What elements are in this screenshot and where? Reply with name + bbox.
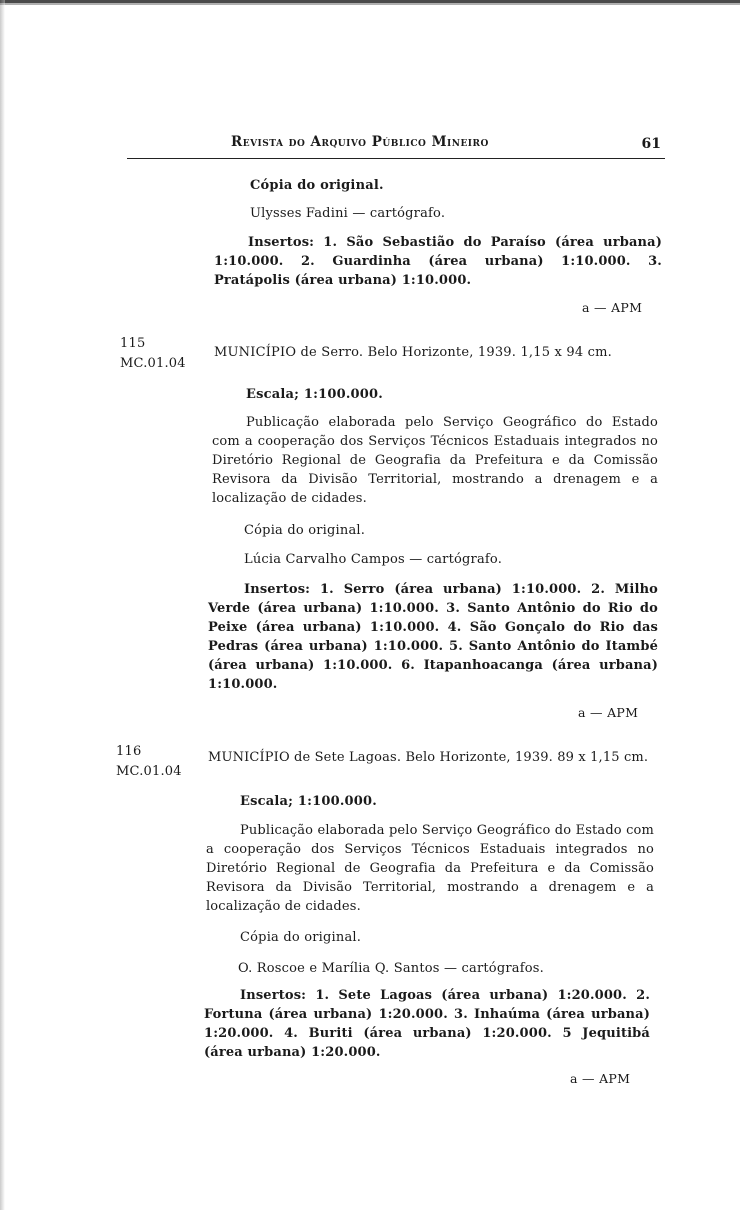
- page-left-edge: [0, 0, 5, 1210]
- entry-115-number: 115: [120, 336, 146, 351]
- entry-116-title: [208, 748, 654, 767]
- entry-116-code: MC.01.04: [116, 764, 182, 779]
- entry-115-escala: Escala; 1:100.000.: [246, 387, 384, 402]
- journal-title: Revista do Arquivo Público Mineiro: [231, 134, 489, 150]
- page-number: 61: [641, 136, 661, 152]
- entry-115-location: a — APM: [578, 705, 639, 720]
- prev-insertos: Insertos: 1. São Sebastião do Paraíso (área urbana) 1:10.000. 2. Guardinha (área urbana) 1:10.000. 3. Pratápolis (área urbana) 1:10.000.: [214, 235, 662, 288]
- entry-115-cartografo: Lúcia Carvalho Campos — cartógrafo.: [244, 552, 503, 567]
- entry-116-location: a — APM: [570, 1071, 631, 1086]
- prev-copia: Cópia do original.: [250, 178, 384, 193]
- entry-116-number: 116: [116, 744, 142, 759]
- entry-115-copia: Cópia do original.: [244, 523, 366, 538]
- prev-location: a — APM: [582, 300, 643, 315]
- entry-115-title: MUNICÍPIO de Serro. Belo Horizonte, 1939. 1,15 x 94 cm.: [214, 345, 613, 360]
- entry-115-code: MC.01.04: [120, 356, 186, 371]
- entry-115-insertos: Insertos: 1. Serro (área urbana) 1:10.000. 2. Milho Verde (área urbana) 1:10.000. 3. Santo Antônio do Rio do Peixe (área urbana) 1:10.000. 4. São Gonçalo do Rio das Pedras (área urbana) 1:10.000. 5. Santo Antônio do Itambé (área urbana) 1:10.000. 6. Itapanhoacanga (área urbana) 1:10.000.: [208, 582, 658, 692]
- entry-116-cartografo: O. Roscoe e Marília Q. Santos — cartógrafos.: [238, 961, 544, 976]
- entry-116-insertos: Insertos: 1. Sete Lagoas (área urbana) 1:20.000. 2. Fortuna (área urbana) 1:20.000. 3. Inhaúma (área urbana) 1:20.000. 4. Buriti (área urbana) 1:20.000. 5 Jequitibá (área urbana) 1:20.000.: [204, 988, 650, 1060]
- entry-116-publicacao: Publicação elaborada pelo Serviço Geográfico do Estado com a cooperação dos Serviços Técnicos Estaduais integrados no Diretório Regional de Geografia da Prefeitura e da Comissão Revisora da Divisão Territorial, mostrando a drenagem e a localização de cidades.: [206, 823, 654, 914]
- prev-cartografo: Ulysses Fadini — cartógrafo.: [250, 206, 446, 221]
- page-top-edge: [0, 0, 740, 9]
- entry-115-publicacao: Publicação elaborada pelo Serviço Geográfico do Estado com a cooperação dos Serviços Técnicos Estaduais integrados no Diretório Regional de Geografia da Prefeitura e da Comissão Revisora da Divisão Territorial, mostrando a drenagem e a localização de cidades.: [212, 415, 658, 506]
- entry-116-copia: Cópia do original.: [240, 930, 362, 945]
- running-header: [127, 134, 665, 159]
- entry-116-escala: Escala; 1:100.000.: [240, 794, 378, 809]
- entry-116-title-text: MUNICÍPIO de Sete Lagoas. Belo Horizonte, 1939. 89 x 1,15 cm.: [208, 750, 649, 765]
